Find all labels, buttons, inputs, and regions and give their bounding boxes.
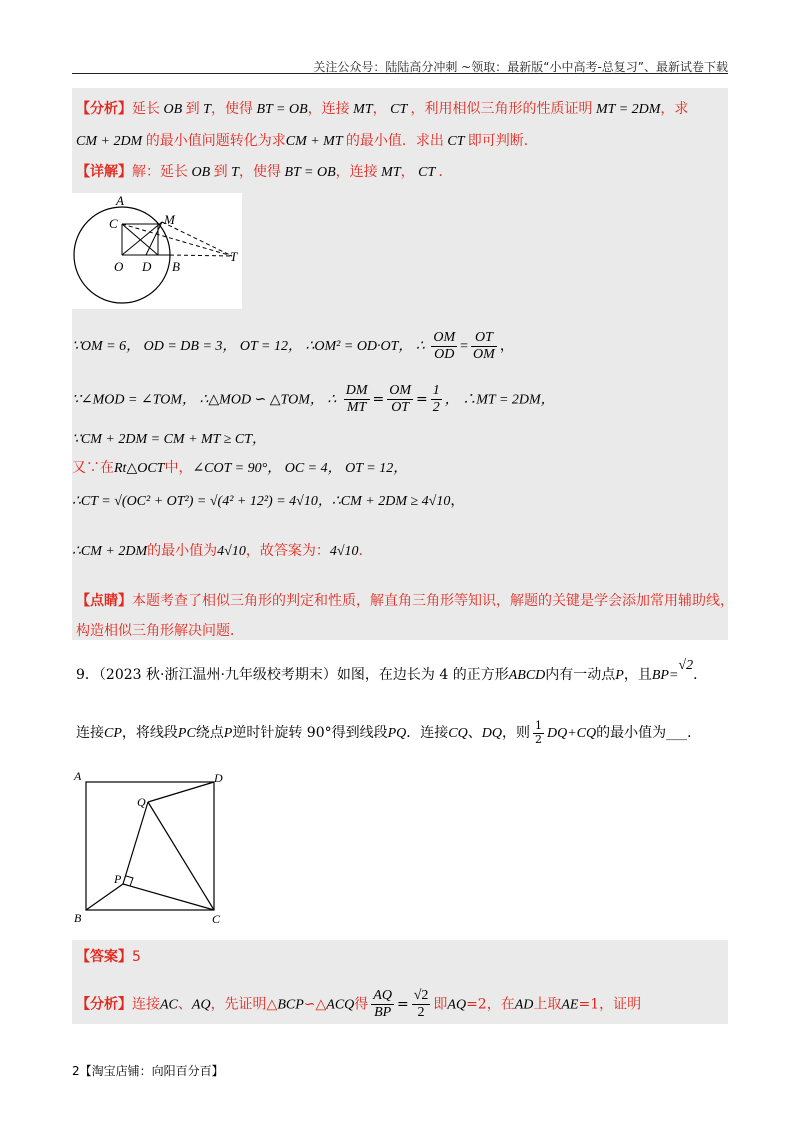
- fig1-label-C: C: [109, 216, 118, 231]
- q9-square-figure: [72, 768, 242, 928]
- q8-comment-line2: 构造相似三角形解决问题．: [76, 623, 244, 639]
- fig1-label-O: O: [114, 259, 124, 274]
- q8-step4: 又∵在Rt△OCT中，∠COT = 90°， OC = 4， OT = 12，: [72, 460, 408, 476]
- q8-analysis-line1: 【分析】延长 OB 到 T，使得 BT = OB，连接 MT， CT ，利用相似三角形的性质证明 MT = 2DM，求: [76, 101, 689, 117]
- q8-step1: ∵OM = 6， OD = DB = 3， OT = 12， ∴OM² = OD·OT， ∴ $\frac{OM}{OD}$ = $\frac{OT}{OM}$ ，: [72, 330, 514, 363]
- fig1-label-A: A: [116, 193, 124, 208]
- fig1-label-M: M: [164, 212, 175, 227]
- q8-circle-figure: [72, 193, 242, 309]
- fig2-label-Q: Q: [137, 795, 146, 809]
- q8-step5: ∴CT = √(OC² + OT²) = √(4² + 12²) = 4√10，∴CM + 2DM ≥ 4√10，: [72, 493, 465, 509]
- page-footer: 2【淘宝店铺：向阳百分百】: [72, 1064, 224, 1078]
- q9-question-line2: 连接CP，将线段PC绕点P逆时针旋转 90°得到线段PQ．连接CQ、DQ，则 $\frac{1}{2}$ DQ+CQ的最小值为___．: [76, 719, 702, 746]
- detail-label: 【详解】: [76, 164, 132, 180]
- q8-detail-line: 【详解】解：延长 OB 到 T，使得 BT = OB，连接 MT， CT ．: [76, 164, 453, 180]
- fig1-label-B: B: [172, 259, 180, 274]
- q9-analysis-line: 【分析】连接AC、AQ，先证明△BCP∽△ACQ得 $\frac{AQ}{BP}$ = $\frac{√2}{2}$ 即AQ=2，在AD上取AE=1，证明: [76, 988, 642, 1021]
- q8-step3: ∵CM + 2DM = CM + MT ≥ CT，: [72, 432, 267, 447]
- page-header: 关注公众号：陆陆高分冲刺 ~领取：最新版“小中高考-总复习”、最新试卷下载: [313, 60, 728, 74]
- q9-answer-line: [76, 946, 141, 966]
- fig2-label-C: C: [212, 912, 221, 926]
- fig1-label-T: T: [230, 249, 238, 264]
- q8-step6: ∴CM + 2DM的最小值为4√10，故答案为：4√10．: [72, 543, 373, 559]
- header-rule: [72, 73, 728, 74]
- q8-step2: ∵∠MOD = ∠TOM， ∴△MOD ∽ △TOM， ∴ $\frac{DM}{MT}$ = $\frac{OM}{OT}$ = $\frac{1}{2}$ ， ∴MT = 2DM，: [72, 383, 555, 416]
- fig2-label-D: D: [214, 771, 223, 785]
- analysis-label: 【分析】: [76, 101, 132, 117]
- answer-label: 【答案】: [76, 949, 132, 965]
- fig1-label-D: D: [142, 259, 152, 274]
- q8-analysis-line2: CM + 2DM 的最小值问题转化为求CM + MT 的最小值．求出 CT 即可判断．: [76, 133, 538, 149]
- q8-comment-line1: 【点睛】本题考查了相似三角形的判定和性质，解直角三角形等知识，解题的关键是学会添加常用辅助线，: [76, 593, 734, 609]
- answer-value: 5: [132, 949, 141, 965]
- fig2-label-B: B: [74, 911, 82, 925]
- fig2-label-P: P: [114, 872, 122, 886]
- q9-analysis-label: 【分析】: [76, 996, 132, 1013]
- fig2-label-A: A: [74, 769, 82, 783]
- q9-question-line1: 9．（2023 秋·浙江温州·九年级校考期末）如图，在边长为 4 的正方形ABCD内有一动点P，且BP=√2．: [76, 658, 708, 683]
- comment-label: 【点睛】: [76, 593, 132, 609]
